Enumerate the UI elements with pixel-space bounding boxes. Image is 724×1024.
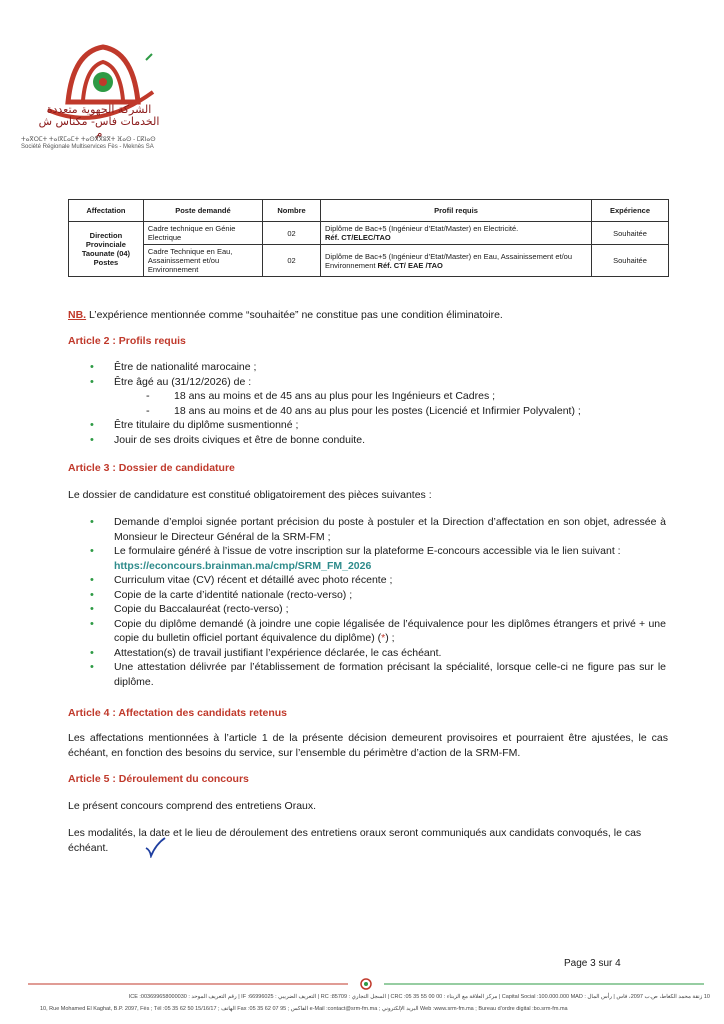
list-item-text: Être âgé au (31/12/2026) de : — [114, 375, 252, 388]
positions-table — [68, 199, 669, 277]
list-item: • Copie du Baccalauréat (recto-verso) ; — [86, 602, 666, 617]
article-3-list — [86, 515, 666, 689]
cell-poste: Cadre technique en Génie Electrique — [143, 222, 262, 245]
sub-list-item: - 18 ans au moins et de 40 ans au plus pour les postes (Licencié et Infirmier Polyvalent) ; — [114, 404, 666, 419]
table-row — [69, 222, 669, 245]
cell-affectation: Direction Provinciale Taounate (04) Postes — [69, 222, 144, 277]
article-2-title: Article 2 : Profils requis — [68, 335, 186, 347]
article-5-title: Article 5 : Déroulement du concours — [68, 773, 249, 785]
list-item: • Attestation(s) de travail justifiant l’expérience déclarée, le cas échéant. — [86, 646, 666, 661]
list-item: • Demande d’emploi signée portant précision du poste à postuler et la Direction d’affectation en son objet, adressée à Monsieur le Directeur Général de la SRM-FM ; — [86, 515, 666, 544]
footer-address-french: 10, Rue Mohamed El Kaghat, B.P. 2097, Fès ; Tél :05 35 62 50 15/16/17 ; الهاتف Fax :05 35 62 07 95 ; الفاكس e-Mail :contact@srm-fm.ma ; البريد الإلكتروني Web :www.srm-fm.ma ; Bureau d’ordre digital :bo.srm-fm.ma — [40, 1006, 568, 1012]
nb-label: NB. — [68, 309, 87, 321]
cell-nombre: 02 — [263, 245, 321, 277]
cell-nombre: 02 — [263, 222, 321, 245]
list-item: • Être titulaire du diplôme susmentionné ; — [86, 418, 666, 433]
header-nombre: Nombre — [263, 200, 321, 222]
list-item: • Curriculum vitae (CV) récent et détaillé avec photo récente ; — [86, 573, 666, 588]
header-experience: Expérience — [592, 200, 669, 222]
page-number: Page 3 sur 4 — [564, 958, 621, 969]
sub-list-item: - 18 ans au moins et de 45 ans au plus pour les Ingénieurs et Cadres ; — [114, 389, 666, 404]
list-item — [86, 544, 666, 573]
list-item: • Être de nationalité marocaine ; — [86, 360, 666, 375]
article-5-text-1: Le présent concours comprend des entretiens Oraux. — [68, 800, 317, 812]
list-item: • Jouir de ses droits civiques et être de bonne conduite. — [86, 433, 666, 448]
cell-poste: Cadre Technique en Eau, Assainissement et/ou Environnement — [143, 245, 262, 277]
cell-experience: Souhaitée — [592, 245, 669, 277]
asterisk-mark: * — [381, 632, 386, 644]
nb-note — [68, 308, 668, 323]
age-sublist — [114, 389, 666, 418]
logo-french-text: Société Régionale Multiservices Fès - Meknès SA — [21, 144, 154, 150]
article-2-list — [86, 360, 666, 447]
profil-text: Diplôme de Bac+5 (Ingénieur d’Etat/Master) en Eau, Assainissement et/ou Environnement — [325, 251, 573, 270]
nb-text: L’expérience mentionnée comme “souhaitée” ne constitue pas une condition éliminatoire. — [86, 309, 503, 321]
article-5-text-2: Les modalités, la date et le lieu de déroulement des entretiens oraux seront communiqués aux candidats convoqués, le cas échéant. — [68, 827, 642, 854]
header-poste: Poste demandé — [143, 200, 262, 222]
header-affectation: Affectation — [69, 200, 144, 222]
header-profil: Profil requis — [321, 200, 592, 222]
list-item: • Une attestation délivrée par l’établissement de formation précisant la spécialité, lorsque celle-ci ne figure pas sur le diplôme. — [86, 660, 666, 689]
cell-experience: Souhaitée — [592, 222, 669, 245]
article-4-title: Article 4 : Affectation des candidats retenus — [68, 707, 287, 719]
list-item-text: Le formulaire généré à l’issue de votre inscription sur la plateforme E-concours accessible via le lien suivant : — [114, 545, 621, 557]
list-item-end: ) ; — [385, 632, 395, 644]
table-row — [69, 245, 669, 277]
article-4-text: Les affectations mentionnées à l’article 1 de la présente décision demeurent provisoires et pourraient être ajustées, le cas échéant, en fonction des besoins du service, sur l’ensemble du périmètre d’action de la SRM-FM. — [68, 732, 668, 759]
list-item — [86, 375, 666, 419]
cell-profil — [321, 245, 592, 277]
footer-divider — [28, 978, 704, 990]
table-header-row — [69, 200, 669, 222]
profil-text: Diplôme de Bac+5 (Ingénieur d’Etat/Master) en Electricité. — [325, 224, 519, 233]
econcours-link[interactable]: https://econcours.brainman.ma/cmp/SRM_FM_2026 — [114, 559, 372, 572]
list-item: • Copie de la carte d’identité nationale (recto-verso) ; — [86, 588, 666, 603]
logo-amazigh-text: ⵜⴰⴳⵔⵎⵜ ⵜⴰⵏⴳⵎⴰⵎⵜ ⵜⴰⵙⴳⴳⵓⴳⵜ ⴼⴰⵙ - ⵎⴽⵏⴰⵙ — [21, 137, 156, 143]
cell-profil — [321, 222, 592, 245]
list-item — [86, 617, 666, 646]
profil-ref: Réf. CT/ELEC/TAO — [325, 233, 391, 242]
handwritten-checkmark — [144, 836, 166, 858]
list-item-text: Copie du diplôme demandé (à joindre une copie légalisée de l’équivalence pour les diplômes étrangers et privé + une copie du bulletin officiel portant équivalence du diplôme) ( — [114, 617, 666, 644]
footer-address-arabic: 10 زنقة محمد الكغاط، ص.ب 2097، فاس | رأس المال : Capital Social :100.000.000 MAD | مركز العلاقة مع الزبناء : CRC :05 35 55 00 00 | السجل التجاري : RC :85709 | التعريف الضريبي : IF :66996025 | رقم التعريف الموحد : ICE :003699658000030 — [128, 994, 710, 1000]
profil-ref: Réf. CT/ EAE /TAO — [377, 260, 443, 270]
logo-arabic-text: الشركة الجهوية متعددة الخدمات فاس- مكناس ش م — [38, 103, 160, 140]
article-3-title: Article 3 : Dossier de candidature — [68, 462, 235, 474]
article-3-intro: Le dossier de candidature est constitué obligatoirement des pièces suivantes : — [68, 489, 432, 501]
